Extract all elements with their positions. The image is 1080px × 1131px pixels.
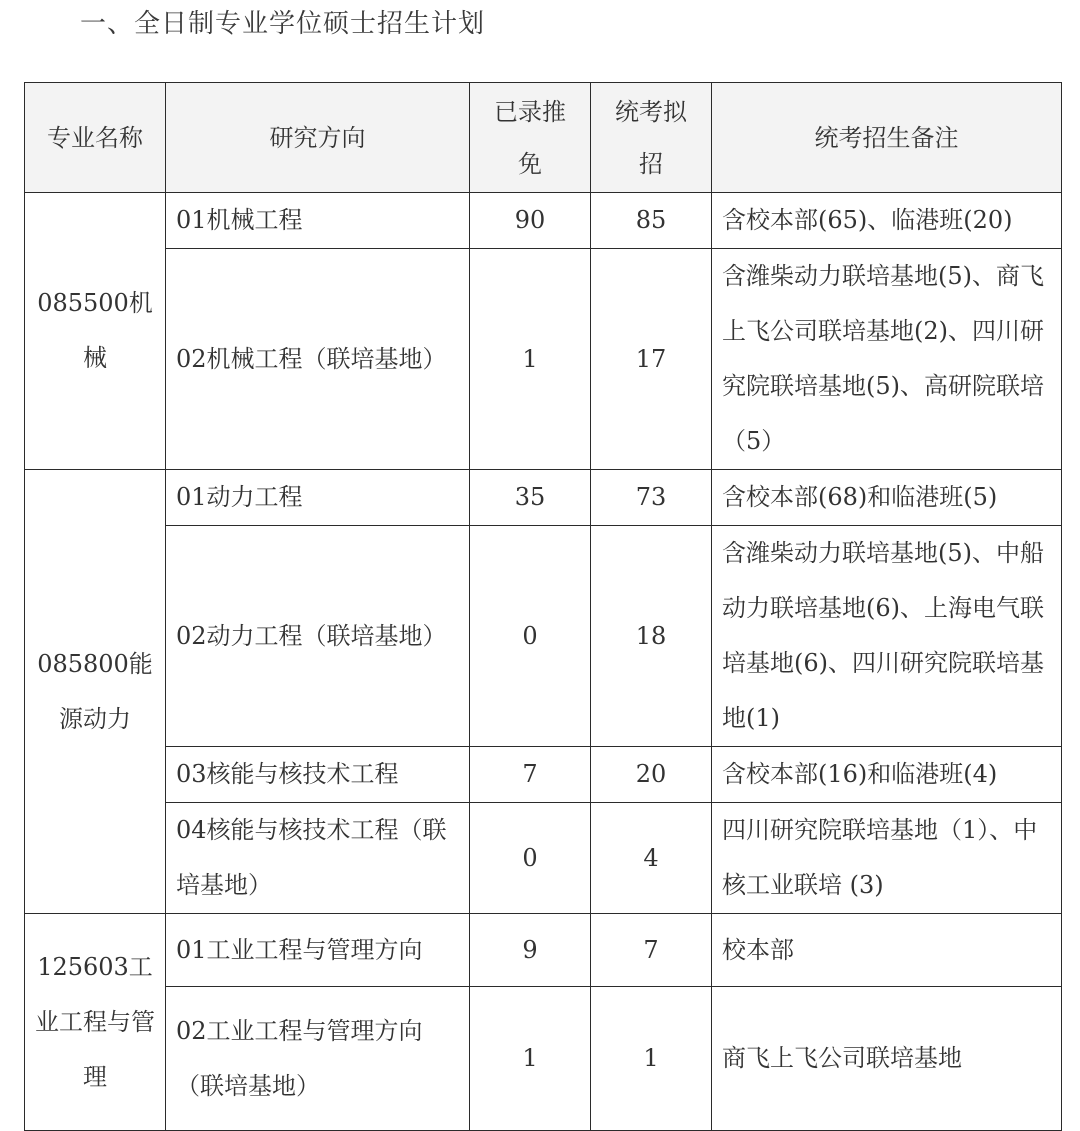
- header-exempt: 已录推免: [470, 83, 591, 193]
- note-cell: 四川研究院联培基地（1）、中核工业联培 (3): [712, 803, 1062, 914]
- direction-cell: 04核能与核技术工程（联培基地）: [166, 803, 470, 914]
- plan-cell: 85: [591, 193, 712, 249]
- major-cell: 085800能源动力: [25, 470, 166, 914]
- major-cell: 085500机械: [25, 193, 166, 470]
- table-row: [25, 526, 1062, 747]
- plan-cell: 17: [591, 249, 712, 470]
- table-row: [25, 249, 1062, 470]
- note-cell: 商飞上飞公司联培基地: [712, 987, 1062, 1131]
- table-header-row: [25, 83, 1062, 193]
- exempt-cell: 7: [470, 747, 591, 803]
- exempt-cell: 0: [470, 803, 591, 914]
- table-row: [25, 747, 1062, 803]
- exempt-cell: 1: [470, 987, 591, 1131]
- note-cell: 含校本部(16)和临港班(4): [712, 747, 1062, 803]
- exempt-cell: 1: [470, 249, 591, 470]
- header-major: 专业名称: [25, 83, 166, 193]
- section-heading: 一、全日制专业学位硕士招生计划: [80, 9, 486, 39]
- direction-cell: 01工业工程与管理方向: [166, 914, 470, 987]
- note-cell: 含校本部(65)、临港班(20): [712, 193, 1062, 249]
- direction-cell: 03核能与核技术工程: [166, 747, 470, 803]
- note-cell: 含潍柴动力联培基地(5)、中船动力联培基地(6)、上海电气联培基地(6)、四川研究院联培基地(1): [712, 526, 1062, 747]
- exempt-cell: 9: [470, 914, 591, 987]
- exempt-cell: 35: [470, 470, 591, 526]
- note-cell: 含潍柴动力联培基地(5)、商飞上飞公司联培基地(2)、四川研究院联培基地(5)、高研院联培（5）: [712, 249, 1062, 470]
- note-cell: 校本部: [712, 914, 1062, 987]
- direction-cell: 01机械工程: [166, 193, 470, 249]
- table-row: [25, 987, 1062, 1131]
- header-note: 统考招生备注: [712, 83, 1062, 193]
- plan-cell: 73: [591, 470, 712, 526]
- exempt-cell: 90: [470, 193, 591, 249]
- table-row: [25, 914, 1062, 987]
- table-row: [25, 470, 1062, 526]
- table-row: [25, 803, 1062, 914]
- direction-cell: 02动力工程（联培基地）: [166, 526, 470, 747]
- plan-cell: 4: [591, 803, 712, 914]
- plan-cell: 20: [591, 747, 712, 803]
- direction-cell: 01动力工程: [166, 470, 470, 526]
- note-cell: 含校本部(68)和临港班(5): [712, 470, 1062, 526]
- plan-cell: 18: [591, 526, 712, 747]
- enrollment-plan-table: [24, 82, 1062, 1131]
- table-row: [25, 193, 1062, 249]
- plan-cell: 7: [591, 914, 712, 987]
- direction-cell: 02工业工程与管理方向（联培基地）: [166, 987, 470, 1131]
- header-direction: 研究方向: [166, 83, 470, 193]
- exempt-cell: 0: [470, 526, 591, 747]
- plan-cell: 1: [591, 987, 712, 1131]
- direction-cell: 02机械工程（联培基地）: [166, 249, 470, 470]
- header-plan: 统考拟招: [591, 83, 712, 193]
- major-cell: 125603工业工程与管理: [25, 914, 166, 1131]
